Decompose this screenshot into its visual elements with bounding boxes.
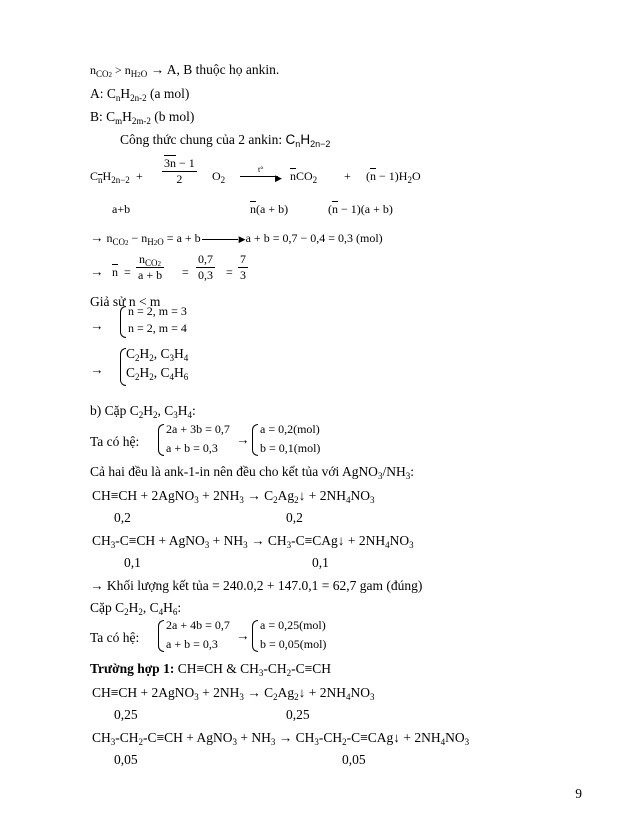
arrow-symbol-1: → bbox=[90, 318, 104, 333]
line-compare-moles: $n_{CO2} > n_{H2O} \to A$, B thuộc họ ankin. bbox=[90, 62, 280, 79]
reaction-4-mol-b: 0,05 bbox=[342, 752, 366, 767]
reaction-acetylene-2: CH≡CH + 2AgNO$_3$ + $2NH_3$ → $C_2Ag_2↓ + 2NH_4NO_3$ bbox=[92, 685, 375, 702]
reaction-3-mol-a: 0,25 bbox=[114, 707, 138, 722]
line-general-formula: Công thức chung của 2 ankin: $C_nH_{2n-2}$ bbox=[120, 132, 331, 149]
system-2-eq2: a + b = 0,3 bbox=[166, 637, 218, 651]
precipitate-statement: Cả hai đều là ank-1-in nên đều cho kết tủa với $AgNO_3/NH_3$: bbox=[90, 464, 414, 481]
brace-nm bbox=[120, 306, 126, 338]
system-1-label: Ta có hệ: bbox=[90, 434, 140, 449]
reaction-4-mol-a: 0,05 bbox=[114, 752, 138, 767]
pair-n2-m4: n = 2, m = 4 bbox=[128, 321, 187, 335]
system-2-arrow: → bbox=[236, 628, 250, 643]
case-b-heading: b) Cặp $C_2H_2$, $C_3H_4$: bbox=[90, 403, 196, 420]
system-2-label: Ta có hệ: bbox=[90, 630, 140, 645]
system-1-brace bbox=[158, 424, 164, 456]
reaction-2-mol-b: 0,1 bbox=[312, 555, 329, 570]
system-1-arrow: → bbox=[236, 432, 250, 447]
reaction-propyne: $CH_3-C\equiv CH$ + AgNO$_3$ + $NH_3$ → $CH_3-C\equiv CAg↓ + 2NH_4NO_3$ bbox=[92, 533, 414, 550]
pair-n2-m3: n = 2, m = 3 bbox=[128, 304, 187, 318]
reaction-3-mol-b: 0,25 bbox=[286, 707, 310, 722]
line-alkyne-a: A: $C_nH_{2n-2}$ (a mol) bbox=[90, 86, 190, 103]
system-1-result-b: b = 0,1(mol) bbox=[260, 441, 321, 455]
arrow-symbol-2: → bbox=[90, 362, 104, 377]
page-number: 9 bbox=[575, 786, 582, 801]
system-1-result-a: a = 0,2(mol) bbox=[260, 422, 320, 436]
reaction-1-mol-b: 0,2 bbox=[286, 510, 303, 525]
system-2-brace bbox=[158, 620, 164, 652]
precipitate-mass-line: → Khối lượng kết tủa = 240.0,2 + 147.0,1 = 62,7 gam (đúng) bbox=[90, 578, 423, 593]
system-1-eq2: a + b = 0,3 bbox=[166, 441, 218, 455]
reaction-1-mol-a: 0,2 bbox=[114, 510, 131, 525]
reaction-2-mol-a: 0,1 bbox=[124, 555, 141, 570]
pair-c2h2-c3h4: $C_2H_2$, $C_3H_4$ bbox=[126, 346, 189, 363]
system-2-result-b: b = 0,05(mol) bbox=[260, 637, 327, 651]
assumption-line: Giả sử n < m bbox=[90, 294, 161, 309]
reaction-acetylene-1: CH≡CH + 2AgNO$_3$ + $2NH_3$ → $C_2Ag_2↓ + 2NH_4NO_3$ bbox=[92, 488, 375, 505]
pair-c2h2-c4h6: $C_2H_2$, $C_4H_6$ bbox=[126, 365, 189, 382]
system-2-result-brace bbox=[252, 620, 258, 652]
pair-2-heading: Cặp $C_2H_2$, $C_4H_6$: bbox=[90, 600, 182, 617]
case-1-heading: Trường hợp 1: CH≡CH & $CH_3-CH_2-C\equiv CH$ bbox=[90, 661, 331, 678]
mole-difference-line: → $n_{CO2} - n_{H2O} = a + b$ ▶a + b = 0,7 − 0,4 = 0,3 (mol) bbox=[90, 230, 383, 247]
system-2-result-a: a = 0,25(mol) bbox=[260, 618, 326, 632]
system-1-result-brace bbox=[252, 424, 258, 456]
reaction-butyne: $CH_3-CH_2-C\equiv CH$ + AgNO$_3$ + $NH_3$ → $CH_3-CH_2-C\equiv CAg↓ + 2NH_4NO_3$ bbox=[92, 730, 470, 747]
line-alkyne-b: B: $C_mH_{2m-2}$ (b mol) bbox=[90, 109, 195, 126]
system-1-eq1: 2a + 3b = 0,7 bbox=[166, 422, 230, 436]
system-2-eq1: 2a + 4b = 0,7 bbox=[166, 618, 230, 632]
